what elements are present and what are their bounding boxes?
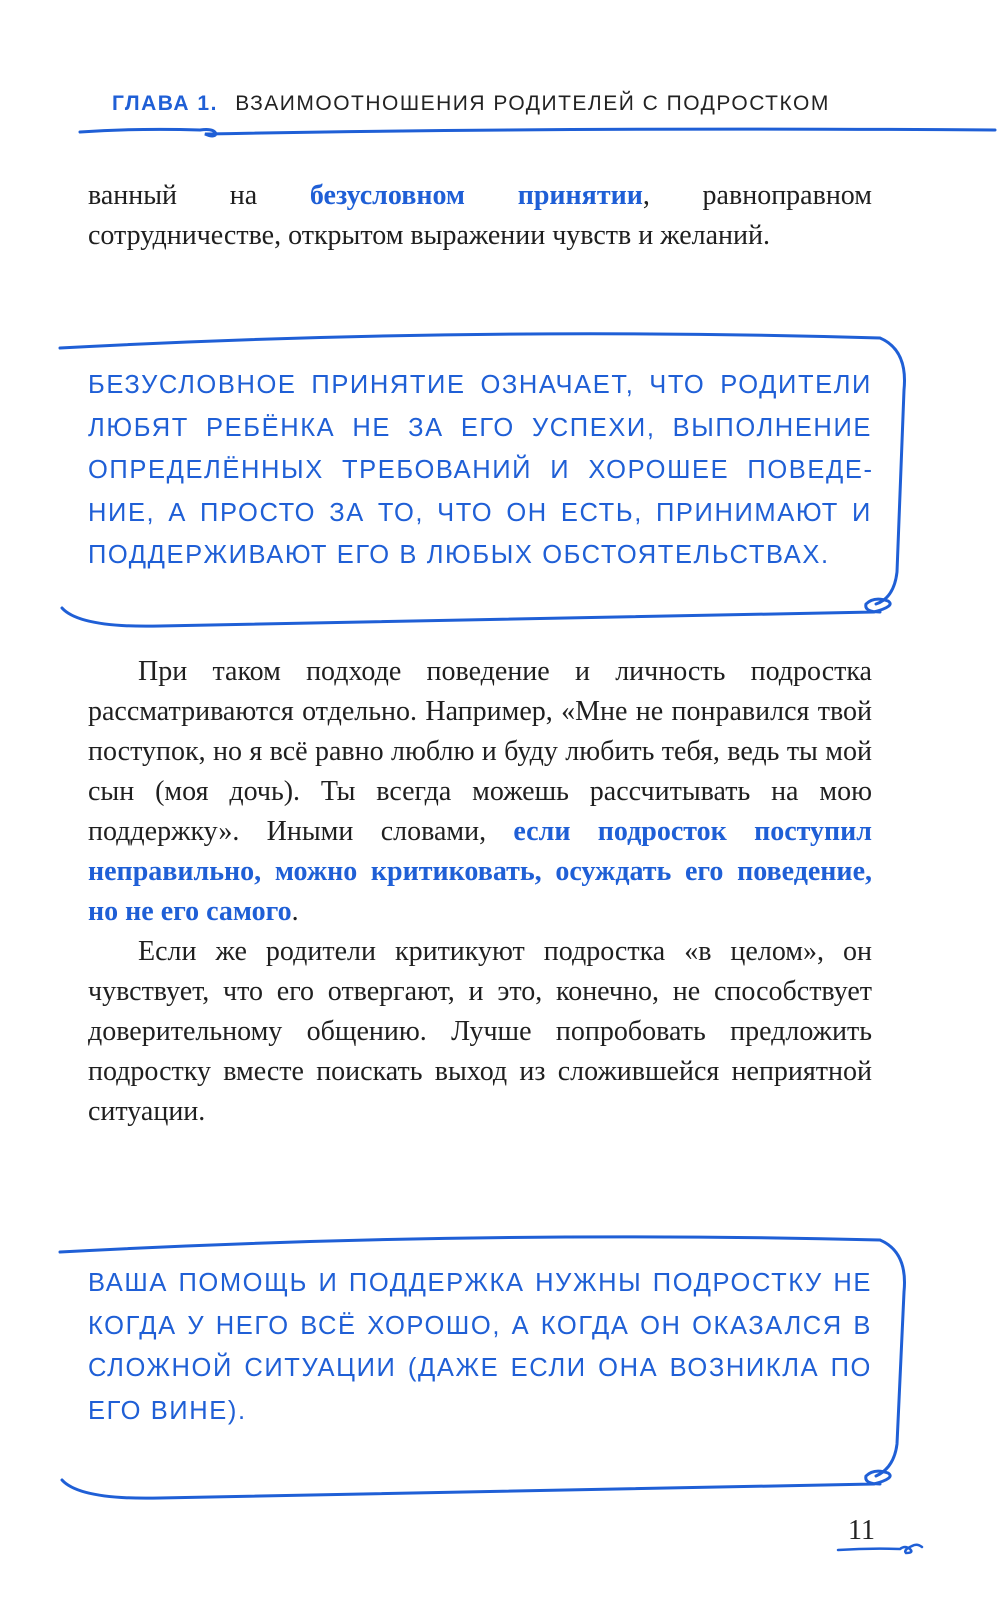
header-underline bbox=[80, 129, 995, 136]
paragraph-1-highlight: если подросток поступил неправильно, можно критиковать, осуждать его поведение, но не его самого bbox=[88, 816, 873, 927]
paragraph-2: Если же родители критикуют подростка «в целом», он чувствует, что его отвергают, и это, конечно, не способствует доверительному общению. Лучше попробовать предложить подростку вместе поискать выход из сложившейся неприятной ситуации. bbox=[88, 936, 872, 1127]
chapter-label: ГЛАВА 1. bbox=[112, 92, 218, 115]
callout-2-text: ВАША ПОМОЩЬ И ПОДДЕРЖКА НУЖНЫ ПОДРОСТКУ НЕ КОГДА У НЕГО ВСЁ ХОРОШО, А КОГДА ОН ОКАЗАЛСЯ В СЛОЖНОЙ СИТУАЦИИ (ДАЖЕ ЕСЛИ ОНА ВОЗНИКЛА ПО ЕГО ВИНЕ). bbox=[88, 1269, 872, 1425]
intro-highlight: безусловном принятии bbox=[309, 180, 643, 211]
paragraph-1 bbox=[88, 652, 872, 932]
chapter-title: ВЗАИМООТНОШЕНИЯ РОДИТЕЛЕЙ С ПОДРОСТКОМ bbox=[235, 92, 830, 115]
paragraph-1-text: При таком подходе поведение и личность подростка рассматриваются отдельно. Например, «Мне не понравился твой поступок, но я всё равно люблю и буду любить тебя, ведь ты мой сын (моя дочь). Ты всегда можешь рассчитывать на мою поддержку». Иными словами, bbox=[88, 656, 872, 847]
body-text bbox=[88, 652, 872, 1132]
intro-text-start: ванный на bbox=[88, 180, 310, 211]
page-number: 11 bbox=[848, 1515, 875, 1546]
intro-paragraph bbox=[88, 176, 872, 256]
paragraph-1-end: . bbox=[291, 896, 299, 927]
callout-2-frame-bottom bbox=[62, 1471, 890, 1498]
chapter-header bbox=[112, 92, 992, 116]
callout-1-frame-bottom bbox=[62, 599, 890, 626]
intro-text-end: , равноправном сотрудничестве, открытом выражении чувств и желаний. bbox=[88, 180, 872, 251]
callout-1-text: БЕЗУСЛОВНОЕ ПРИНЯТИЕ ОЗНАЧАЕТ, ЧТО РОДИТЕЛИ ЛЮБЯТ РЕБЁНКА НЕ ЗА ЕГО УСПЕХИ, ВЫПОЛНЕНИЕ ОПРЕДЕЛЁННЫХ ТРЕБОВАНИЙ И ХОРОШЕЕ ПОВЕДЕНИЕ, А ПРОСТО ЗА ТО, ЧТО ОН ЕСТЬ, ПРИНИМАЮТ И ПОДДЕРЖИВАЮТ ЕГО В ЛЮБЫХ ОБСТОЯТЕЛЬСТВАХ. bbox=[88, 371, 872, 569]
